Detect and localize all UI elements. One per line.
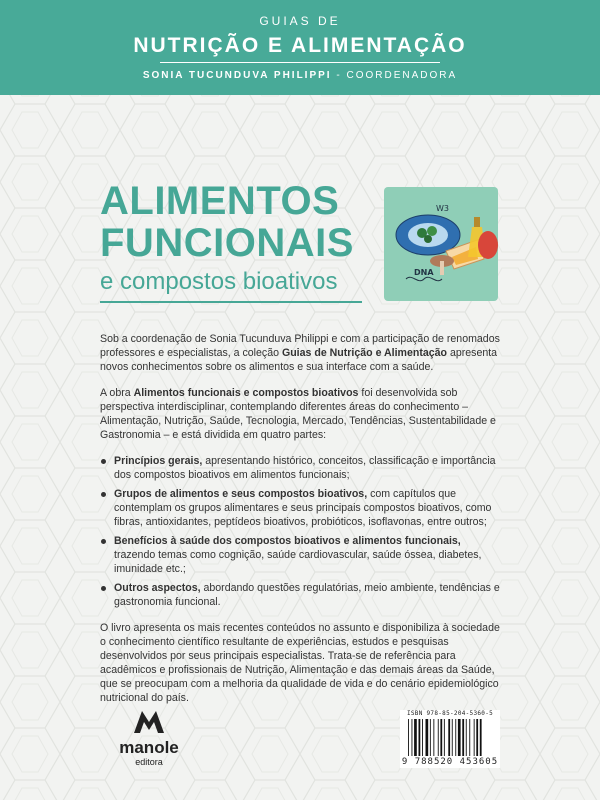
publisher-mark-icon	[132, 708, 166, 734]
intro-text-2: apresenta novos conhecimentos sobre os alimentos e sua interface com a saúde.	[100, 347, 498, 373]
title-line-2: FUNCIONAIS	[100, 221, 354, 265]
series-header	[0, 0, 600, 95]
publisher-subtitle: editora	[135, 757, 163, 767]
back-cover-text	[100, 332, 500, 717]
list-item-title: Princípios gerais,	[114, 455, 203, 467]
list-item-title: Benefícios à saúde dos compostos bioativos e alimentos funcionais,	[114, 535, 461, 547]
description-paragraph	[100, 386, 500, 442]
isbn-text: ISBN 978-85-204-5360-5	[406, 710, 494, 717]
title-underline	[100, 301, 362, 303]
series-label: GUIAS DE	[259, 14, 341, 28]
list-item-text: abordando questões regulatórias, meio ambiente, tendências e gastronomia funcional.	[114, 582, 500, 608]
description-text-1: A obra	[100, 387, 134, 399]
list-item-title: Grupos de alimentos e seus compostos bioativos,	[114, 488, 368, 500]
coordinator-line	[0, 70, 600, 81]
list-item	[100, 487, 500, 529]
list-item	[100, 581, 500, 609]
subtitle: e compostos bioativos	[100, 268, 338, 295]
intro-text-1: Sob a coordenação de Sonia Tucunduva Philippi e com a participação de renomados professores e especialistas, a coleção	[100, 333, 500, 359]
publisher-logo	[112, 708, 186, 767]
coordinator-name: SONIA TUCUNDUVA PHILIPPI	[142, 70, 332, 81]
title-line-1: ALIMENTOS	[100, 179, 340, 223]
list-item	[100, 534, 500, 576]
collection-name: Guias de Nutrição e Alimentação	[281, 347, 448, 359]
barcode-number: 9 788520 453605	[401, 757, 499, 767]
list-item-text: trazendo temas como cognição, saúde cardiovascular, saúde óssea, diabetes, imunidade etc.;	[114, 549, 482, 575]
list-item-title: Outros aspectos,	[114, 582, 201, 594]
label-dna: DNA	[414, 268, 434, 277]
parts-list	[100, 454, 500, 609]
coordinator-role: - COORDENADORA	[336, 70, 458, 81]
list-item-text: com capítulos que contemplam os grupos alimentares e seus principais compostos bioativos, como fibras, antioxidantes, peptídeos bioativos, probióticos, isoflavonas, entre outros;	[114, 488, 492, 528]
book-title	[100, 180, 354, 298]
cover-illustration	[384, 187, 498, 301]
book-name: Alimentos funcionais e compostos bioativos	[133, 387, 359, 399]
closing-paragraph: O livro apresenta os mais recentes conteúdos no assunto e disponibiliza à sociedade o conhecimento científico resultante de experiências, estudos e pesquisas desenvolvidos por seus principais especialistas. Trata-se de referência para acadêmicos e profissionais de Nutrição, Alimentação e das demais áreas da Saúde, que se preocupam com a melhoria da qualidade de vida e do cenário epidemiológico nutricional do país.	[100, 622, 500, 704]
publisher-name: manole	[119, 738, 179, 757]
label-w3: W3	[436, 204, 449, 213]
description-text-2: foi desenvolvida sob perspectiva interdisciplinar, contemplando diferentes áreas do conhecimento – Alimentação, Nutrição, Saúde, Tecnologia, Mercado, Tendências, Sustentabilidade e Gastronomia – e está dividida em quatro partes:	[100, 387, 496, 441]
header-divider	[160, 62, 440, 63]
isbn-barcode	[400, 710, 500, 768]
series-title: NUTRIÇÃO E ALIMENTAÇÃO	[133, 34, 467, 57]
list-item-text: apresentando histórico, conceitos, classificação e importância dos compostos bioativos em alimentos funcionais;	[114, 455, 496, 481]
intro-paragraph	[100, 332, 500, 374]
list-item	[100, 454, 500, 482]
